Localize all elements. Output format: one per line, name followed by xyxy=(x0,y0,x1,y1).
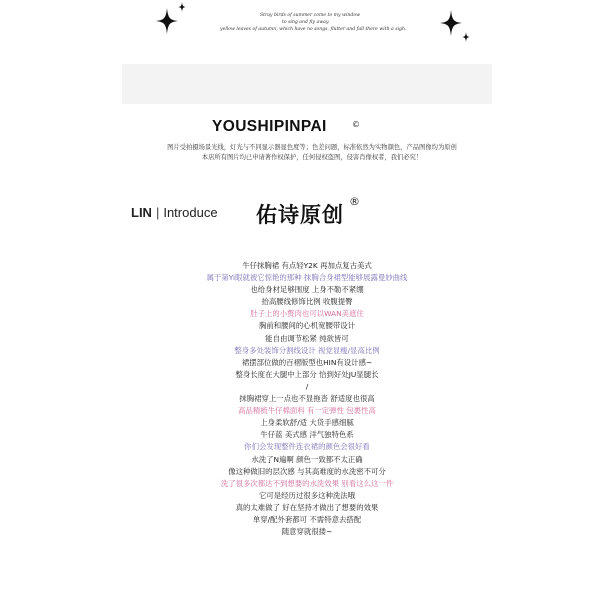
description-line: 洗了很多次都达不到想要的水洗效果 别看这么这一件 xyxy=(220,478,394,488)
poem-line: yellow leaves of autumn, which have no songs, flutter and fall there with a sigh. xyxy=(220,27,407,32)
description-line: 抬高腰线修饰比例 收腹提臀 xyxy=(261,297,353,307)
description-line: 能自由调节松紧 纯欲皆可 xyxy=(265,333,349,343)
brand-logo-text: 佑诗原创 xyxy=(256,202,344,227)
intro-separator: | xyxy=(155,205,160,220)
description-line: 裙摆部位做的百褶版型也HIN有设计感~ xyxy=(241,357,373,367)
poem-line: to sing and fly away. xyxy=(282,20,330,25)
sparkle-icon xyxy=(178,2,186,12)
description-line: 也给身材足够围度 上身不勒不紧绷 xyxy=(250,285,364,295)
notice-line: 图片受拍摄场景光线，灯光与不同显示器显色度等；色差问题，标准依然为实物颜色，产品图像均为原创 xyxy=(167,144,457,151)
description-line: 单穿/配外套都可 不需特意去搭配 xyxy=(252,514,362,524)
sparkle-icon xyxy=(156,8,178,34)
description-line: 它可是经历过很多这种洗法哦 xyxy=(258,490,356,500)
description-line: 上身柔软舒/适 大货手感细腻 xyxy=(260,418,354,428)
description-line: 抹胸裙穿上一点也不显拖沓 舒适度也很高 xyxy=(239,394,375,404)
description-line: 整身长度在大腿中上部分 恰到好处JU显腿长 xyxy=(235,369,379,379)
sparkle-icon xyxy=(440,10,462,36)
description-line: 属于第Yi眼就被它惊艳的那种 抹胸合身裙型能够展露曼妙曲线 xyxy=(206,273,408,283)
product-description xyxy=(122,260,492,538)
description-line: 高品精梳牛仔棉面料 有一定弹性 包裹性高 xyxy=(238,406,376,416)
poem-line: Stray birds of summer come to my window xyxy=(260,13,361,18)
notice-line: 本店所有图片均已申请著作权保护，任何侵权盗图，侵害肖像权者，我们必究！ xyxy=(201,154,423,161)
description-line: 胸前和腰间的心机宽腰带设计 xyxy=(258,321,356,331)
description-line: / xyxy=(305,381,309,391)
description-line: 整身多处装饰分割线设计 视觉显瘦/显高比例 xyxy=(234,345,380,355)
description-line: 牛仔抹胸裙 有点轻Y2K 再加点复古美式 xyxy=(242,261,372,270)
copyright-mark: © xyxy=(352,120,360,129)
description-line: 像这种做旧的层次感 与其高难度的水洗密不可分 xyxy=(228,466,386,476)
intro-heading xyxy=(131,205,218,220)
divider-band xyxy=(122,64,492,104)
brand-name: YOUSHIPINPAI xyxy=(212,118,327,135)
intro-lin: LIN xyxy=(131,205,152,220)
description-line: 肚子上的小赘肉也可以WAN美遮住 xyxy=(250,309,364,319)
copyright-notice xyxy=(162,143,462,163)
description-line: 水洗了N遍啊 颜色一致都不太正确 xyxy=(251,454,363,464)
poem xyxy=(220,12,410,33)
description-line: 随意穿就很搂~ xyxy=(281,527,333,537)
registered-mark: ® xyxy=(349,195,360,208)
description-line: 牛仔蓝 美式感 洋气独特色系 xyxy=(260,430,354,440)
description-line: 你们会发现整件连衣裙的颜色会很好看 xyxy=(244,442,370,452)
description-line: 真的太难做了 好在坚持才做出了想要的效果 xyxy=(235,502,379,512)
sparkle-icon xyxy=(462,32,470,42)
intro-label: Introduce xyxy=(163,205,218,220)
brand-card xyxy=(122,104,492,184)
